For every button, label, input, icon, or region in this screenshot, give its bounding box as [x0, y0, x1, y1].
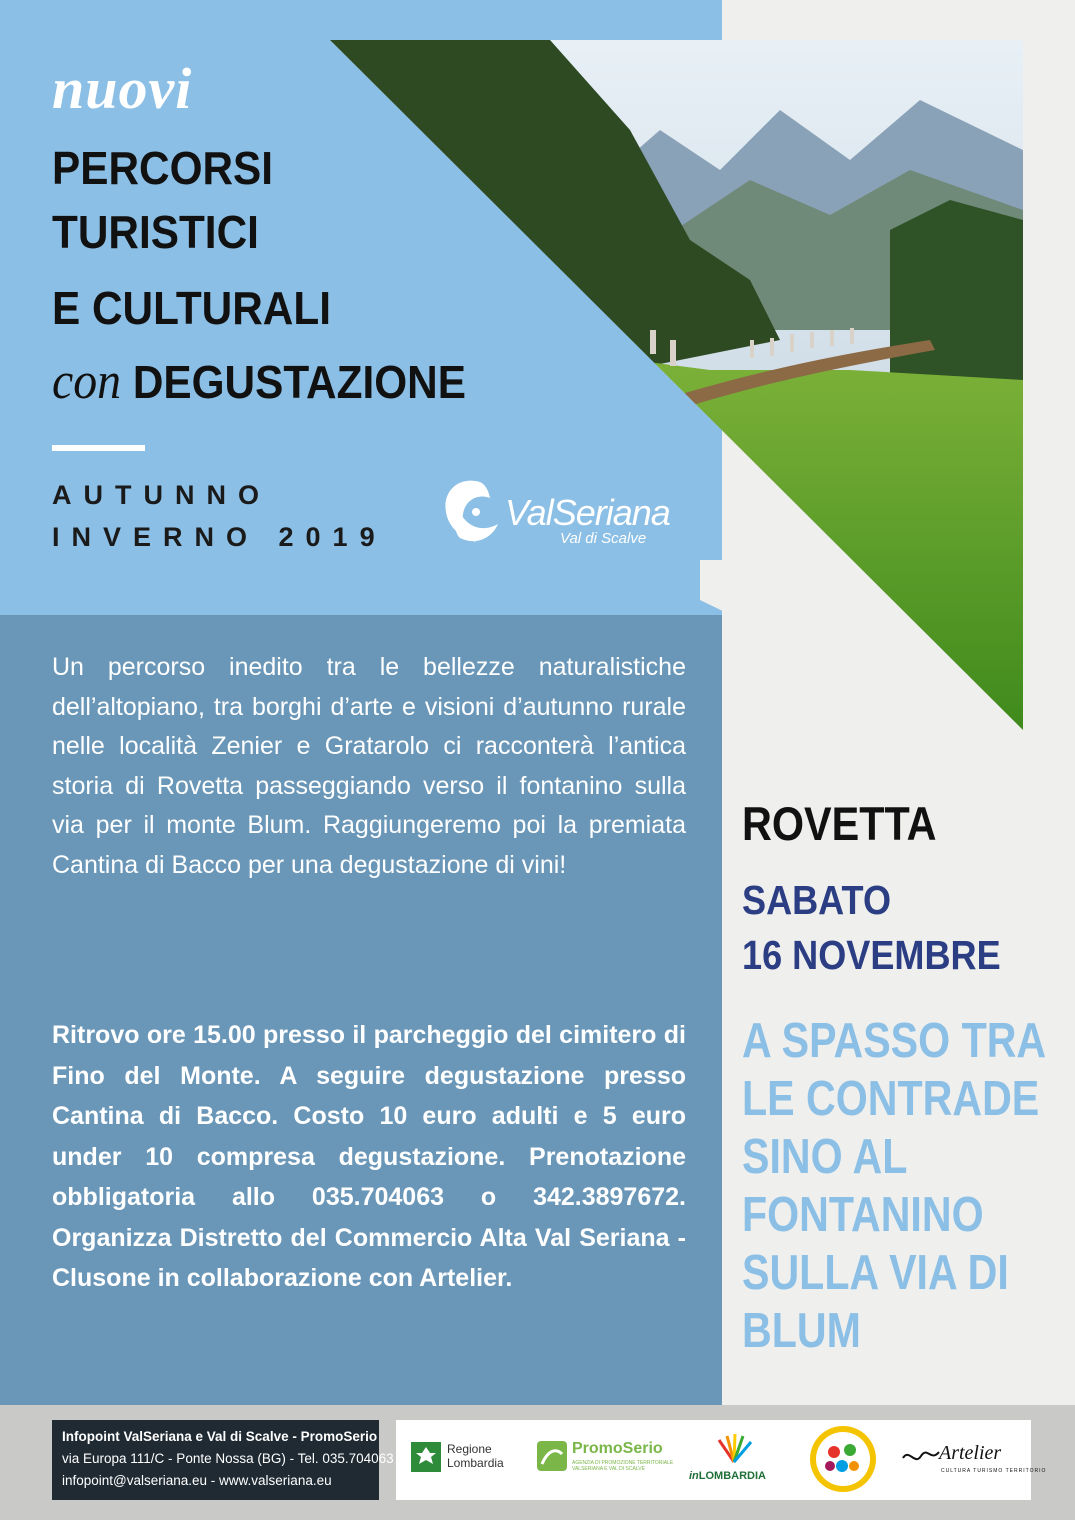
regione-label-2: Lombardia	[447, 1456, 504, 1470]
promoserio-logo	[536, 1440, 674, 1477]
inlombardia-in: in	[689, 1470, 699, 1482]
title-line-1: PERCORSI	[52, 142, 274, 194]
infopoint-title: Infopoint ValSeriana e Val di Scalve - PromoSerio	[62, 1429, 378, 1444]
promoserio-sub-2: VALSERIANA E VAL DI SCALVE	[572, 1466, 645, 1472]
regione-lombardia-logo	[411, 1442, 504, 1477]
valseriana-logo-sub: Val di Scalve	[560, 530, 647, 547]
infopoint-address: via Europa 111/C - Ponte Nossa (BG) - Tel. 035.704063	[62, 1451, 394, 1466]
regione-lombardia-icon	[411, 1442, 441, 1472]
event-date: 16 NOVEMBRE	[742, 932, 1001, 978]
promoserio-label: PromoSerio	[572, 1440, 663, 1457]
title-line-2: TURISTICI	[52, 206, 259, 258]
promoserio-sub-1: AGENZIA DI PROMOZIONE TERRITORIALE	[572, 1460, 674, 1466]
artelier-icon	[901, 1438, 941, 1468]
event-title-line: SULLA VIA DI	[742, 1246, 1009, 1300]
season-line-2: INVERNO 2019	[52, 522, 387, 552]
event-day: SABATO	[742, 877, 892, 923]
event-place: ROVETTA	[742, 797, 937, 850]
event-title-line: SINO AL	[742, 1130, 908, 1184]
title-line-3: E CULTURALI	[52, 282, 331, 334]
title-nuovi: nuovi	[52, 56, 193, 121]
details-paragraph: Ritrovo ore 15.00 presso il parcheggio del cimitero di Fino del Monte. A seguire degustazione presso Cantina di Bacco. Costo 10 euro adulti e 5 euro under 10 compresa degustazione. Prenotazione obbligatoria allo 035.704063 o 342.3897672. Organizza Distretto del Commercio Alta Val Seriana - Clusone in collaborazione con Artelier.	[52, 1021, 686, 1292]
infopoint-contacts: infopoint@valseriana.eu - www.valseriana.eu	[62, 1473, 332, 1488]
inlombardia-icon	[709, 1434, 759, 1464]
title-line-4	[52, 354, 466, 410]
valseriana-logo-name: ValSeriana	[505, 492, 670, 533]
artelier-label: Artelier	[939, 1442, 1002, 1464]
title-divider	[52, 445, 145, 451]
artelier-logo	[901, 1438, 1047, 1474]
description-paragraph: Un percorso inedito tra le bellezze naturalistiche dell’altopiano, tra borghi d’arte e visioni d’autunno rurale nelle località Zenier e Gratarolo ci racconterà l’antica storia di Rovetta passeggiando verso il fontanino sulla via per il monte Blum. Raggiungeremo poi la premiata Cantina di Bacco per una degustazione di vini!	[52, 653, 686, 879]
season-line-1: AUTUNNO	[52, 480, 271, 510]
regione-label-1: Regione	[447, 1442, 492, 1456]
event-title-line: FONTANINO	[742, 1188, 984, 1242]
sponsor-strip	[396, 1420, 1047, 1500]
event-title-line: A SPASSO TRA	[742, 1014, 1047, 1068]
circular-seal-logo	[808, 1424, 878, 1494]
inlombardia-label: LOMBARDIA	[698, 1470, 766, 1482]
artelier-sub: CULTURA TURISMO TERRITORIO	[941, 1468, 1047, 1474]
promoserio-icon	[536, 1440, 568, 1472]
title-degustazione: DEGUSTAZIONE	[132, 356, 466, 408]
valseriana-logo-icon	[440, 476, 506, 552]
event-title-line: LE CONTRADE	[742, 1072, 1040, 1126]
title-con: con	[52, 353, 122, 410]
event-title-line: BLUM	[742, 1304, 861, 1358]
